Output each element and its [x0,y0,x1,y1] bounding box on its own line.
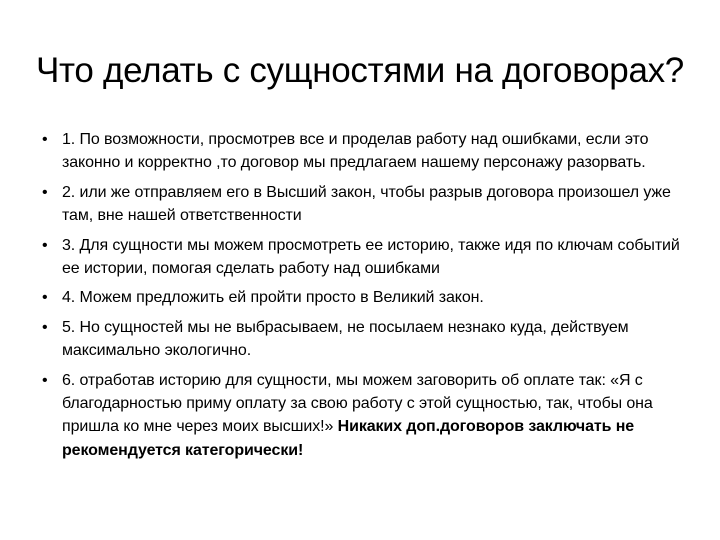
bullet-emphasis-text: Никаких доп.договоров заключать не рекомендуется категорически! [62,418,635,459]
bullet-dot-icon: • [42,318,48,336]
bullet-item-6 [36,369,686,463]
bullet-dot-icon: • [42,371,48,389]
bullet-text: 1. По возможности, просмотрев все и проделав работу над ошибками, если это законно и корректно ,то договор мы предлагаем нашему персонажу разорвать. [62,131,649,172]
bullet-text: 2. или же отправляем его в Высший закон, чтобы разрыв договора произошел уже там, вне нашей ответственности [62,183,671,225]
bullet-dot-icon: • [42,236,48,254]
bullet-item-1 [36,128,686,175]
bullet-item-4 [36,286,686,309]
slide-title: Что делать с сущностями на договорах? [36,51,684,90]
bullet-dot-icon: • [42,289,48,307]
bullet-item-3 [36,234,686,281]
bullet-text: 6. отработав историю для сущности, мы можем заговорить об оплате так: «Я с благодарностью приму оплату за свою работу с этой сущностью, так, чтобы она пришла ко мне через моих высших!» [62,371,653,436]
bullet-text: 3. Для сущности мы можем просмотреть ее историю, также идя по ключам событий ее истории, помогая сделать работу над ошибками [62,236,680,278]
bullet-item-5 [36,316,686,363]
bullet-list [36,128,686,468]
bullet-dot-icon: • [42,183,48,201]
bullet-dot-icon: • [42,131,48,148]
bullet-text: 5. Но сущностей мы не выбрасываем, не посылаем незнако куда, действуем максимально экологично. [62,318,629,360]
bullet-item-2 [36,181,686,228]
bullet-text: 4. Можем предложить ей пройти просто в Великий закон. [62,289,484,307]
